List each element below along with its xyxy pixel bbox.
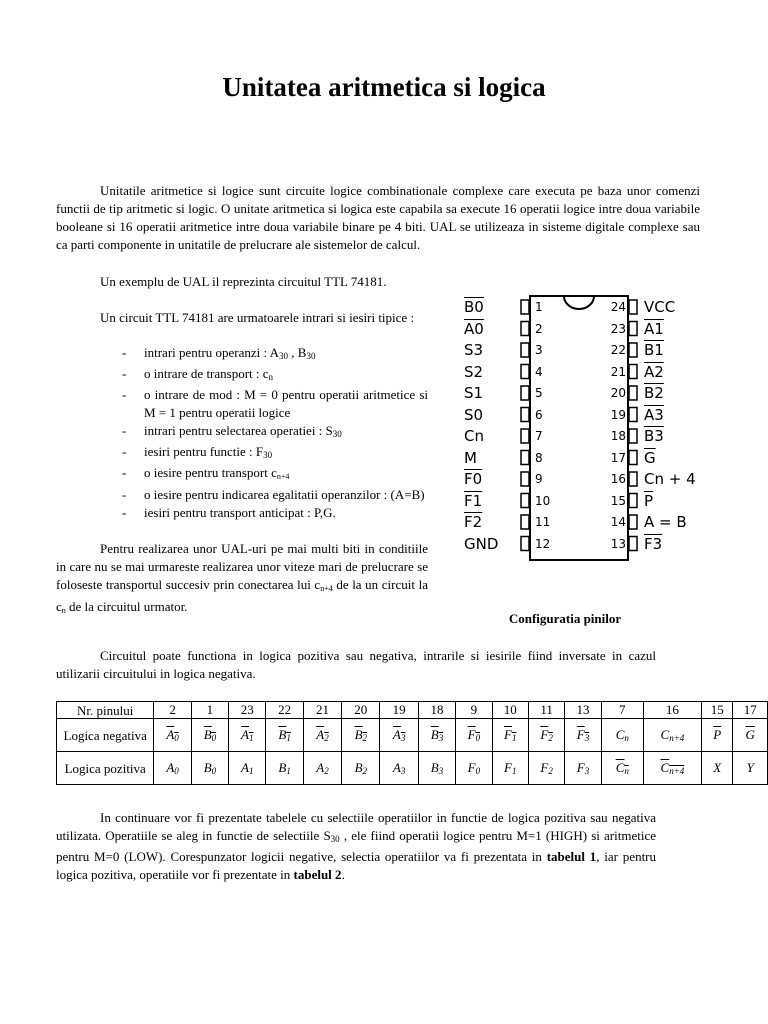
pin-10-label: F1 (464, 491, 483, 510)
io-list (88, 344, 428, 522)
inputs-intro-paragraph: Un circuit TTL 74181 are urmatoarele intrari si iesiri tipice : (100, 310, 415, 325)
pin-18-label: B3 (644, 427, 664, 445)
table-cell: 20 (342, 702, 380, 719)
pin-5-box (521, 386, 529, 400)
table-cell: 13 (565, 702, 601, 719)
pin-8-number: 8 (535, 450, 543, 465)
table-cell: 11 (528, 702, 564, 719)
list-item: - iesiri pentru functie : $F_{30}$ (88, 443, 428, 464)
table-cell: 2 (154, 702, 191, 719)
pin-1-box (521, 300, 529, 314)
pin-12-number: 12 (535, 536, 551, 551)
table-cell: 19 (380, 702, 418, 719)
table-cell: 7 (601, 702, 643, 719)
table-cell: $C_{n+4}$ (643, 719, 701, 752)
pin-16-box (629, 472, 637, 486)
pin-6-box (521, 408, 529, 422)
table-cell: 9 (456, 702, 492, 719)
pin-17-label: $\overline{G}$ (644, 448, 656, 467)
list-item: - o intrare de mod : M = 0 pentru operatii aritmetice si M = 1 pentru operatii logice (88, 386, 428, 422)
table-cell: $F_2$ (528, 719, 564, 752)
table-header-cell: Logica pozitiva (57, 752, 154, 785)
table-cell: $F_3$ (565, 752, 601, 785)
pin-7-label: Cn (464, 427, 484, 445)
pin-20-number: 20 (610, 386, 626, 400)
pin-18-number: 18 (610, 429, 626, 443)
table-cell: $B_0$ (191, 719, 228, 752)
pin-14-label: A = B (644, 513, 687, 531)
pin-configuration-diagram (460, 292, 710, 564)
pin-9-label: F0 (464, 470, 483, 488)
table-cell: 22 (266, 702, 303, 719)
table-cell: G (733, 719, 768, 752)
pin-3-box (521, 343, 529, 357)
table-cell: $C_n$ (601, 752, 643, 785)
table-cell: 1 (191, 702, 228, 719)
pin-11-number: 11 (535, 515, 551, 529)
pin-9-box (521, 472, 529, 486)
table-cell: 10 (492, 702, 528, 719)
pin-4-box (521, 365, 529, 379)
logic-note-paragraph: Circuitul poate functiona in logica pozitiva sau negativa, intrarile si iesirile fiind inversate in cazul utilizarii circuitului in logica negativa. (56, 648, 656, 681)
pin-2-box (521, 322, 529, 336)
table-cell: 15 (701, 702, 733, 719)
pin-6-label: S0 (464, 405, 484, 424)
pin-4-number: 4 (535, 364, 543, 379)
table-cell: $A_0$ (154, 752, 191, 785)
pin-4-label: S2 (464, 362, 484, 381)
table-cell: P (701, 719, 733, 752)
pin-9-number: 9 (535, 472, 543, 486)
pin-15-box (629, 494, 637, 508)
pin-15-number: 15 (610, 493, 626, 508)
pin-19-number: 19 (610, 407, 626, 422)
pin-2-label: A0 (464, 319, 484, 338)
pin-17-box (629, 451, 637, 465)
pin-diagram-caption: Configuratia pinilor (508, 611, 622, 626)
pin-11-box (521, 515, 529, 529)
pin-5-number: 5 (535, 386, 543, 400)
pin-6-number: 6 (535, 407, 543, 422)
cascade-paragraph: Pentru realizarea unor UAL-uri pe mai multi biti in conditiile in care nu se mai urmareste realizarea unor viteze mari de prelucrare se foloseste transportul succesiv prin conectarea lui cn+4 de la un circuit la cn de la circuitul urmator. (56, 541, 428, 615)
pin-23-label: A1 (644, 319, 664, 338)
pin-1-label: B0 (464, 298, 484, 316)
table-cell: $F_0$ (456, 752, 492, 785)
pin-19-label: A3 (644, 405, 664, 424)
list-item: - o iesire pentru indicarea egalitatii operanzilor : (A=B) (88, 486, 428, 504)
pin-2-number: 2 (535, 321, 543, 336)
pin-1-number: 1 (535, 300, 543, 314)
pin-10-number: 10 (535, 493, 551, 508)
table-cell: 21 (303, 702, 341, 719)
pin-5-label: S1 (464, 384, 484, 402)
table-header-cell: Nr. pinului (57, 702, 154, 719)
pin-21-number: 21 (610, 364, 626, 379)
table-cell: $B_3$ (418, 752, 455, 785)
pin-16-label: Cn + 4 (644, 470, 696, 488)
pin-15-label: $\overline{P}$ (644, 491, 654, 510)
table-cell: X (701, 752, 733, 785)
pin-13-number: 13 (610, 536, 626, 551)
pin-16-number: 16 (610, 472, 626, 486)
table-cell: $B_2$ (342, 752, 380, 785)
table-cell: $A_3$ (380, 752, 418, 785)
pin-7-box (521, 429, 529, 443)
table-cell: $B_1$ (266, 719, 303, 752)
table-cell: $A_1$ (229, 719, 266, 752)
table-cell: $F_3$ (565, 719, 601, 752)
intro-paragraph: Unitatile aritmetice si logice sunt circuite logice combinationale complexe care executa pe baza unor comenzi functii de tip aritmetic si logic. O unitate aritmetica si logica este capabila sa execute 16 operatii logice intre doua variabile booleane si 16 operatii aritmetice intre doua variabile binare pe 4 biti. UAL se utilizeaza in sisteme digitale complexe sau ca parti componente in unitatile de prelucrare ale sistemelor de calcul. (56, 183, 700, 252)
pin-14-number: 14 (610, 515, 626, 529)
pin-12-label: GND (464, 534, 499, 553)
pin-23-number: 23 (610, 321, 626, 336)
table-cell: $A_3$ (380, 719, 418, 752)
pin-20-label: B2 (644, 384, 664, 402)
list-item: - o iesire pentru transport cn+4 (88, 464, 428, 486)
table-cell: 17 (733, 702, 768, 719)
table-cell: Y (733, 752, 768, 785)
pin-3-label: S3 (464, 341, 484, 359)
pin-24-number: 24 (610, 300, 626, 314)
table-cell: $B_0$ (191, 752, 228, 785)
table-cell: $A_0$ (154, 719, 191, 752)
table-cell: $F_2$ (528, 752, 564, 785)
pin-22-box (629, 343, 637, 357)
closing-paragraph: In continuare vor fi prezentate tabelele cu selectiile operatiilor in functie de logica pozitiva sau negativa utilizata. Operatiile se aleg in functie de selectiile $S_{30}$ , ele fiind operatii logice pentru M=1 (HIGH) si aritmetice pentru M=0 (LOW). Corespunzator logicii negative, selectia operatiilor va fi prezentata in tabelul 1, iar pentru logica pozitiva, operatiile vor fi prezentate in tabelul 2. (56, 810, 657, 882)
list-item: - intrari pentru operanzi : $A_{30}$ , $B_{30}$ (88, 344, 428, 365)
list-item: - intrari pentru selectarea operatiei : $S_{30}$ (88, 422, 428, 443)
table-cell: $A_2$ (303, 719, 341, 752)
pin-22-label: B1 (644, 341, 664, 359)
pin-24-box (629, 300, 637, 314)
pin-3-number: 3 (535, 343, 543, 357)
table-cell: $F_1$ (492, 719, 528, 752)
table-row (57, 702, 768, 719)
pin-11-label: F2 (464, 513, 483, 531)
pin-8-label: M (464, 448, 477, 467)
list-item: - o intrare de transport : $c_n$ (88, 365, 428, 386)
pin-12-box (521, 537, 529, 551)
pin-19-box (629, 408, 637, 422)
pin-24-label: VCC (644, 298, 676, 316)
table-row (57, 752, 768, 785)
table-cell: $C_n$ (601, 719, 643, 752)
table-row (57, 719, 768, 752)
pin-21-box (629, 365, 637, 379)
table-cell: $A_1$ (229, 752, 266, 785)
pin-23-box (629, 322, 637, 336)
pin-20-box (629, 386, 637, 400)
table-cell: 23 (229, 702, 266, 719)
pin-14-box (629, 515, 637, 529)
table-cell: $B_1$ (266, 752, 303, 785)
pin-10-box (521, 494, 529, 508)
table-cell: $C_{n+4}$ (643, 752, 701, 785)
pin-21-label: A2 (644, 362, 664, 381)
pin-18-box (629, 429, 637, 443)
table-cell: $B_3$ (418, 719, 455, 752)
table-cell: $F_1$ (492, 752, 528, 785)
pin-17-number: 17 (610, 450, 626, 465)
table-cell: 16 (643, 702, 701, 719)
pin-7-number: 7 (535, 429, 543, 443)
pin-13-box (629, 537, 637, 551)
table-cell: $F_0$ (456, 719, 492, 752)
pin-8-box (521, 451, 529, 465)
table-header-cell: Logica negativa (57, 719, 154, 752)
page-title: Unitatea aritmetica si logica (222, 72, 546, 102)
pin-logic-table (56, 701, 768, 785)
example-paragraph: Un exemplu de UAL il reprezinta circuitul TTL 74181. (100, 274, 387, 289)
table-cell: 18 (418, 702, 455, 719)
pin-13-label: F3 (644, 534, 663, 553)
table-cell: $A_2$ (303, 752, 341, 785)
table-cell: $B_2$ (342, 719, 380, 752)
pin-22-number: 22 (610, 343, 626, 357)
list-item: - iesiri pentru transport anticipat : P,G. (88, 504, 428, 522)
